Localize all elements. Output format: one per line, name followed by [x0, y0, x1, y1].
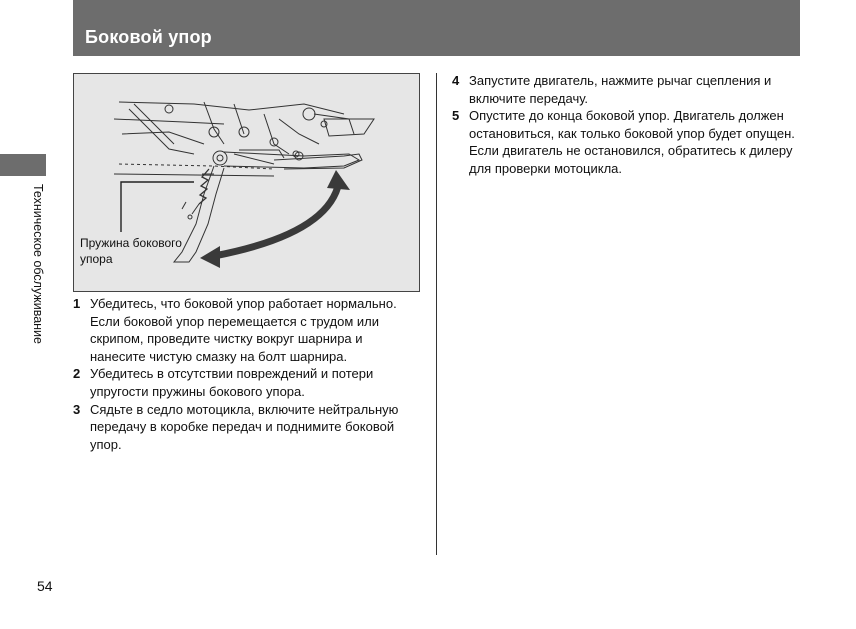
- step-item: [73, 401, 418, 454]
- step-number: 3: [73, 401, 81, 417]
- step-item: [452, 107, 797, 177]
- spring-callout: Пружина бокового упора: [80, 236, 182, 266]
- steps-list-right: [452, 72, 797, 178]
- section-label: Техническое обслуживание: [31, 184, 45, 344]
- step-text: Опустите до конца боковой упор. Двигатель должен остановиться, как только боковой упор будет опущен. Если двигатель не остановился, обратитесь к дилеру для проверки мотоцикла.: [469, 108, 795, 176]
- side-stand-illustration: [73, 73, 420, 292]
- step-text: Запустите двигатель, нажмите рычаг сцепления и включите передачу.: [469, 73, 772, 106]
- step-text: Убедитесь, что боковой упор работает нормально. Если боковой упор перемещается с трудом или скрипом, проведите чистку вокруг шарнира и нанесите чистую смазку на болт шарнира.: [90, 296, 397, 364]
- step-number: 4: [452, 73, 460, 88]
- page-number: 54: [37, 578, 53, 594]
- step-item: [73, 365, 418, 400]
- step-text: Сядьте в седло мотоцикла, включите нейтральную передачу в коробке передач и поднимите боковой упор.: [90, 401, 399, 452]
- step-number: 5: [452, 108, 460, 124]
- section-tab: [0, 154, 46, 176]
- header-bar: [73, 0, 800, 56]
- page-title: Боковой упор: [85, 27, 212, 47]
- steps-list-left: [73, 295, 418, 453]
- step-item: [73, 295, 418, 365]
- step-text: Убедитесь в отсутствии повреждений и потери упругости пружины бокового упора.: [90, 366, 374, 399]
- column-divider: [436, 73, 437, 555]
- step-item: [452, 72, 797, 107]
- step-number: 1: [73, 296, 81, 311]
- step-number: 2: [73, 366, 81, 382]
